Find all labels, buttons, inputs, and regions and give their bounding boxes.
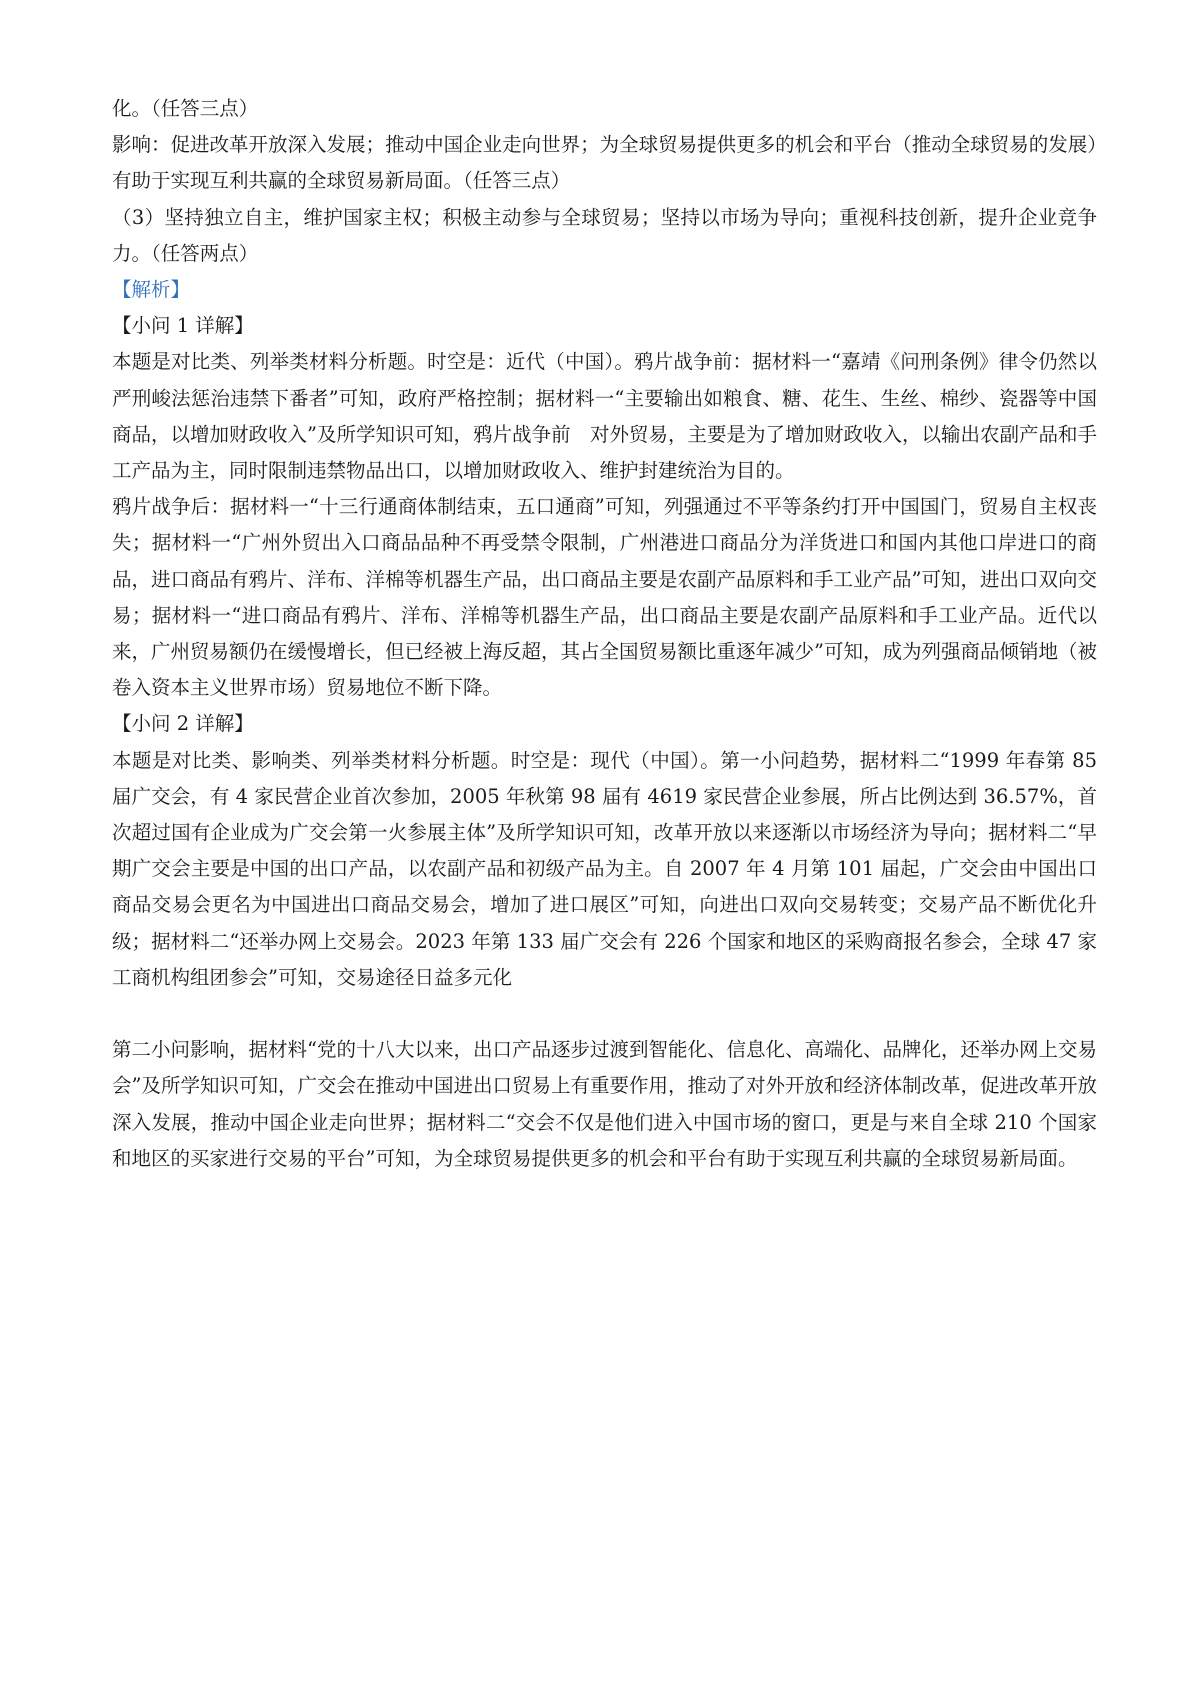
paragraph-gap (112, 996, 1097, 1032)
analysis-label: 【解析】 (112, 278, 191, 302)
question-1-heading: 【小问 1 详解】 (112, 314, 254, 338)
question-1-paragraph-1: 本题是对比类、列举类材料分析题。时空是：近代（中国）。鸦片战争前：据材料一“嘉靖《问刑条例》律令仍然以严刑峻法惩治违禁下番者”可知，政府严格控制；据材料一“主要输出如粮食、糖、花生、生丝、棉纱、瓷器等中国商品，以增加财政收入”及所学知识可知，鸦片战争前 对外贸易，主要是为了增加财政收入，以输出农副产品和手工产品为主，同时限制违禁物品出口，以增加财政收入、维护封建统治为目的。 (112, 350, 1097, 483)
question-2-paragraph-2: 第二小问影响，据材料“党的十八大以来，出口产品逐步过渡到智能化、信息化、高端化、品牌化，还举办网上交易会”及所学知识可知，广交会在推动中国进出口贸易上有重要作用，推动了对外开放和经济体制改革，促进改革开放深入发展，推动中国企业走向世界；据材料二“交会不仅是他们进入中国市场的窗口，更是与来自全球 210 个国家和地区的买家进行交易的平台”可知，为全球贸易提供更多的机会和平台有助于实现互利共赢的全球贸易新局面。 (112, 1038, 1097, 1170)
answer-continuation: 化。（任答三点） (112, 97, 259, 120)
answer-influence: 影响：促进改革开放深入发展；推动中国企业走向世界；为全球贸易提供更多的机会和平台（推动全球贸易的发展）有助于实现互利共赢的全球贸易新局面。（任答三点） (112, 133, 1097, 193)
question-1-paragraph-2: 鸦片战争后：据材料一“十三行通商体制结束，五口通商”可知，列强通过不平等条约打开中国国门，贸易自主权丧失；据材料一“广州外贸出入口商品品种不再受禁令限制，广州港进口商品分为洋货进口和国内其他口岸进口的商品，进口商品有鸦片、洋布、洋棉等机器生产品，出口商品主要是农副产品原料和手工业产品”可知，进出口双向交易；据材料一“进口商品有鸦片、洋布、洋棉等机器生产品，出口商品主要是农副产品原料和手工业产品。近代以来，广州贸易额仍在缓慢增长，但已经被上海反超，其占全国贸易额比重逐年减少”可知，成为列强商品倾销地（被卷入资本主义世界市场）贸易地位不断下降。 (112, 495, 1097, 700)
question-2-paragraph-1: 本题是对比类、影响类、列举类材料分析题。时空是：现代（中国）。第一小问趋势，据材料二“1999 年春第 85 届广交会，有 4 家民营企业首次参加，2005 年秋第 98 届有 4619 家民营企业参展，所占比例达到 36.57%，首次超过国有企业成为广交会第一火参展主体”及所学知识可知，改革开放以来逐渐以市场经济为导向；据材料二“早期广交会主要是中国的出口产品，以农副产品和初级产品为主。自 2007 年 4 月第 101 届起，广交会由中国出口商品交易会更名为中国进出口商品交易会，增加了进口展区”可知，向进出口双向交易转变；交易产品不断优化升级；据材料二“还举办网上交易会。2023 年第 133 届广交会有 226 个国家和地区的采购商报名参会，全球 47 家工商机构组团参会”可知，交易途径日益多元化 (112, 748, 1097, 989)
answer-question-3: （3）坚持独立自主，维护国家主权；积极主动参与全球贸易；坚持以市场为导向；重视科技创新，提升企业竞争力。（任答两点） (112, 205, 1097, 265)
document-page (112, 91, 1097, 1177)
question-2-heading: 【小问 2 详解】 (112, 712, 254, 736)
